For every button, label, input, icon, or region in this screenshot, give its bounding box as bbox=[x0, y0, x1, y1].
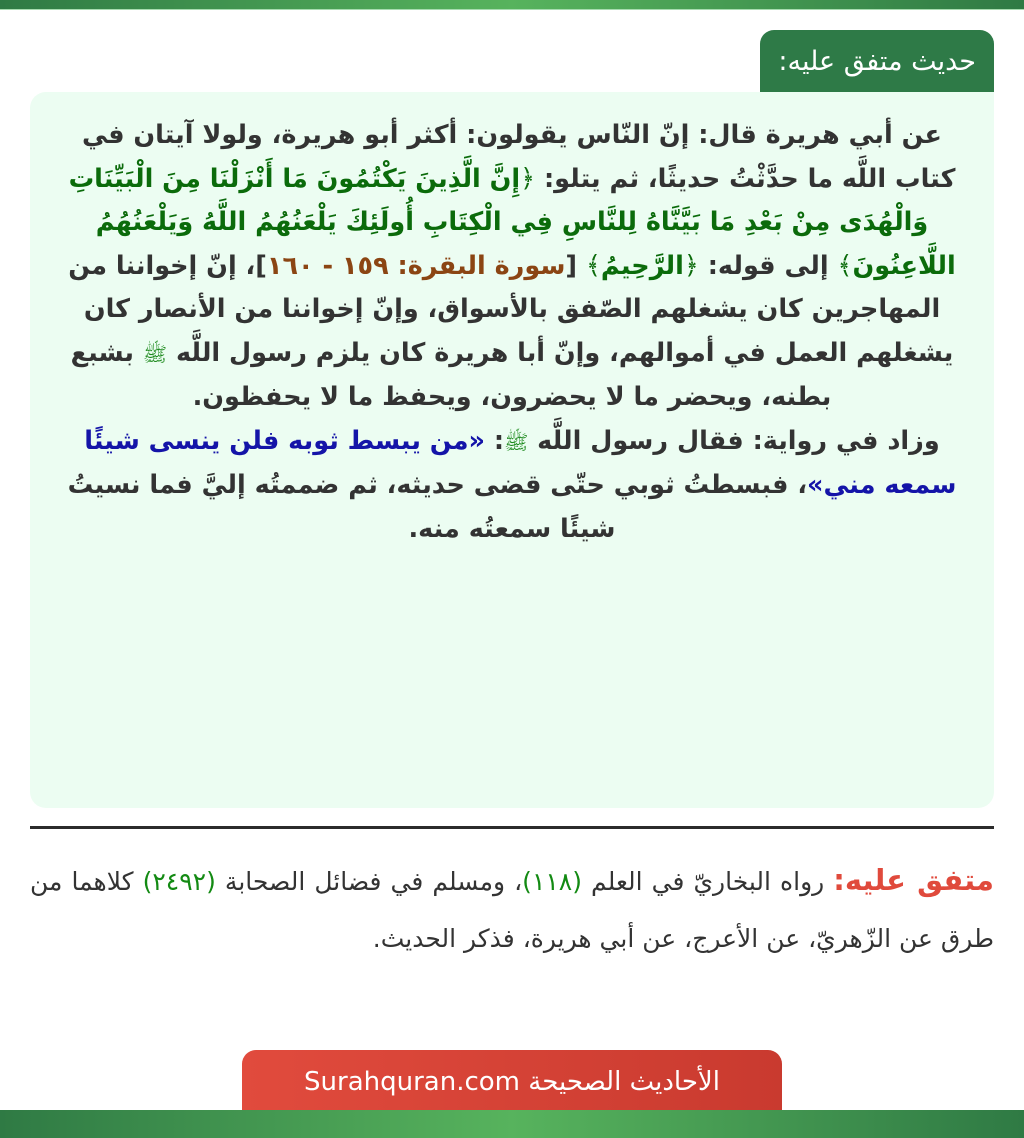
source-number-muslim: (٢٤٩٢) bbox=[142, 867, 216, 896]
verse-ornament-close-icon: ﴾ bbox=[585, 250, 601, 281]
hadith-text-box bbox=[30, 92, 994, 808]
addition-intro-text: وزاد في رواية: فقال رسول اللَّه bbox=[528, 425, 940, 456]
hadith-source bbox=[30, 852, 994, 967]
source-label: متفق عليه: bbox=[833, 863, 994, 897]
hadith-intro-text: عن أبي هريرة قال: إنّ النّاس يقولون: أكثر أبو هريرة، ولولا آيتان في كتاب اللَّه ما حدَّثْتُ حديثًا، ثم يتلو: bbox=[82, 120, 956, 194]
addition-colon: : bbox=[485, 425, 505, 456]
bracket-close: ] bbox=[255, 250, 267, 281]
source-text-a: رواه البخاريّ في العلم bbox=[582, 867, 834, 896]
hadith-mid-text: إلى قوله: bbox=[698, 250, 838, 281]
hadith-body-text-b: بشبع بطنه، ويحضر ما لا يحضرون، ويحفظ ما لا يحفظون. bbox=[70, 337, 832, 412]
quran-verse-1: إِنَّ الَّذِينَ يَكْتُمُونَ مَا أَنْزَلْنَا مِنَ الْبَيِّنَاتِ وَالْهُدَى مِنْ بَعْدِ مَا بَيَّنَّاهُ لِلنَّاسِ فِي الْكِتَابِ أُولَئِكَ يَلْعَنُهُمُ اللَّهُ وَيَلْعَنُهُمُ اللَّاعِنُونَ bbox=[68, 163, 956, 281]
source-number-bukhari: (١١٨) bbox=[522, 867, 582, 896]
prophet-quote: «من يبسط ثوبه فلن ينسى شيئًا سمعه مني» bbox=[84, 425, 957, 500]
addition-rest-text: ، فبسطتُ ثوبي حتّى قضى حديثه، ثم ضممتُه إليَّ فما نسيتُ شيئًا سمعتُه منه. bbox=[67, 470, 808, 544]
quran-verse-2: الرَّحِيمُ bbox=[600, 250, 684, 281]
section-divider bbox=[30, 826, 994, 829]
verse-ornament-open-icon: ﴿ bbox=[683, 250, 699, 281]
verse-ornament-open-icon: ﴿ bbox=[520, 163, 536, 194]
bracket-open: [ bbox=[565, 250, 586, 281]
hadith-paragraph-addition bbox=[52, 420, 972, 552]
salawat-icon: ﷺ bbox=[504, 429, 529, 454]
verse-ornament-close-icon: ﴾ bbox=[837, 250, 853, 281]
salawat-icon: ﷺ bbox=[142, 341, 168, 366]
hadith-heading: حديث متفق عليه: bbox=[760, 30, 994, 92]
source-text-b: ، ومسلم في فضائل الصحابة bbox=[215, 867, 523, 896]
hadith-body-text-a: ، إنّ إخواننا من المهاجرين كان يشغلهم الصّفق بالأسواق، وإنّ إخواننا من الأنصار كان يشغلهم العمل في أموالهم، وإنّ أبا هريرة كان يلزم رسول اللَّه bbox=[68, 250, 954, 368]
surah-reference: سورة البقرة: ١٥٩ - ١٦٠ bbox=[266, 250, 566, 281]
source-text-c: كلاهما من طرق عن الزّهريّ، عن الأعرج، عن أبي هريرة، فذكر الحديث. bbox=[30, 867, 994, 953]
hadith-paragraph-main bbox=[52, 114, 972, 420]
bottom-decorative-bar bbox=[0, 1110, 1024, 1138]
top-decorative-bar bbox=[0, 0, 1024, 10]
site-branding-badge: الأحاديث الصحيحة Surahquran.com bbox=[242, 1050, 782, 1110]
